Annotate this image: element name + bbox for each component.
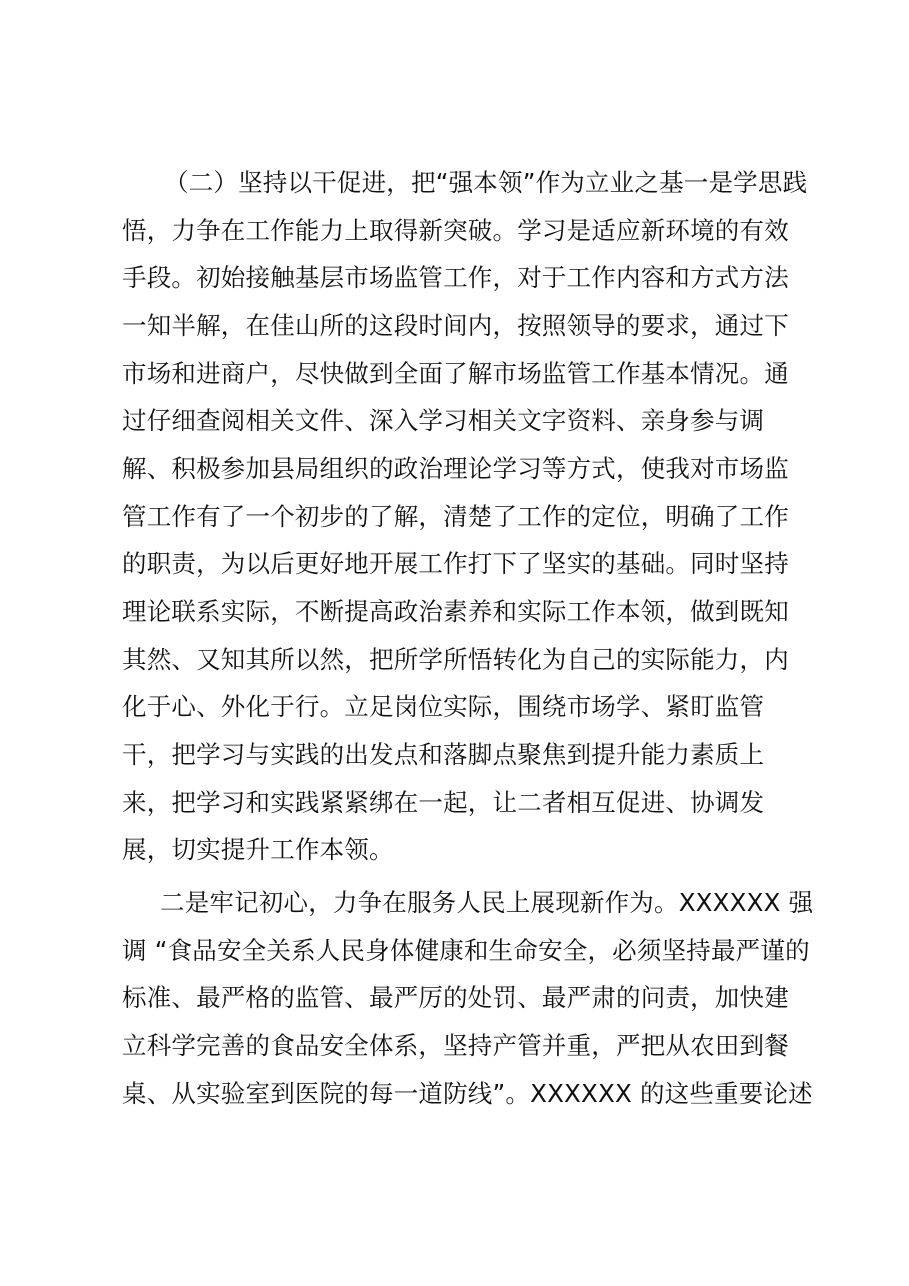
paragraph-1-line-5: 市场和进商户，尽快做到全面了解市场监管工作基本情况。通 [122, 359, 789, 388]
paragraph-2-line-5: 桌、从实验室到医院的每一道防线”。XXXXXX 的这些重要论述 [122, 1079, 813, 1108]
paragraph-1-line-7: 解、积极参加县局组织的政治理论学习等方式，使我对市场监 [122, 454, 789, 483]
paragraph-1-line-4: 一知半解，在佳山所的这段时间内，按照领导的要求，通过下 [122, 311, 789, 340]
paragraph-1-line-12: 化于心、外化于行。立足岗位实际，围绕市场学、紧盯监管 [122, 692, 765, 721]
paragraph-1-line-6: 过仔细查阅相关文件、深入学习相关文字资料、亲身参与调 [122, 406, 765, 435]
paragraph-1-line-3: 手段。初始接触基层市场监管工作，对于工作内容和方式方法 [122, 263, 789, 292]
paragraph-2-line-4: 立科学完善的食品安全体系，坚持产管并重，严把从农田到餐 [122, 1031, 789, 1060]
paragraph-2-line-3: 标准、最严格的监管、最严厉的处罚、最严肃的问责，加快建 [122, 983, 789, 1012]
paragraph-1-line-15: 展，切实提升工作本领。 [122, 835, 394, 864]
paragraph-1-line-2: 悟，力争在工作能力上取得新突破。学习是适应新环境的有效 [122, 216, 789, 245]
paragraph-1-line-14: 来，把学习和实践紧紧绑在一起，让二者相互促进、协调发 [122, 788, 765, 817]
paragraph-1-line-9: 的职责，为以后更好地开展工作打下了坚实的基础。同时坚持 [122, 549, 789, 578]
paragraph-2-line-2: 调 “食品安全关系人民身体健康和生命安全，必须坚持最严谨的 [122, 936, 810, 965]
paragraph-1-line-8: 管工作有了一个初步的了解，清楚了工作的定位，明确了工作 [122, 502, 789, 531]
paragraph-1-line-1: （二）坚持以干促进，把“强本领”作为立业之基一是学思践 [164, 168, 808, 197]
paragraph-1-line-10: 理论联系实际，不断提高政治素养和实际工作本领，做到既知 [122, 597, 789, 626]
paragraph-1-line-11: 其然、又知其所以然，把所学所悟转化为自己的实际能力，内 [122, 645, 789, 674]
paragraph-2-line-1: 二是牢记初心，力争在服务人民上展现新作为。XXXXXX 强 [160, 888, 814, 917]
paragraph-1-line-13: 干，把学习与实践的出发点和落脚点聚焦到提升能力素质上 [122, 740, 765, 769]
